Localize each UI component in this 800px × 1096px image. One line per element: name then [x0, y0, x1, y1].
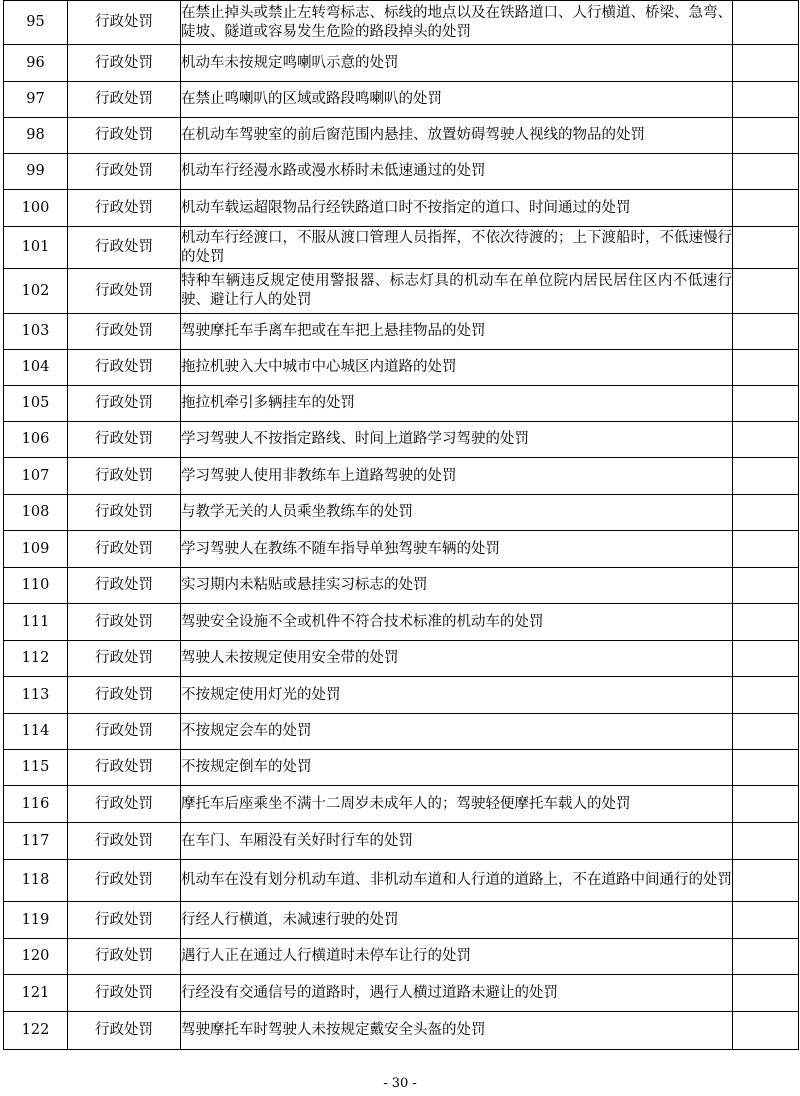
remarks-cell	[733, 939, 799, 975]
row-number-cell: 107	[4, 458, 68, 495]
table-row	[4, 714, 799, 750]
penalty-description-cell: 驾驶安全设施不全或机件不符合技术标准的机动车的处罚	[181, 604, 733, 641]
table-row	[4, 386, 799, 422]
table-row	[4, 314, 799, 350]
row-number-cell: 106	[4, 422, 68, 458]
penalty-description-cell: 拖拉机驶入大中城市中心城区内道路的处罚	[181, 350, 733, 386]
penalty-table	[3, 0, 799, 1050]
table-row	[4, 939, 799, 975]
penalty-type-cell: 行政处罚	[68, 860, 181, 902]
penalty-type-cell: 行政处罚	[68, 495, 181, 531]
penalty-description-cell: 拖拉机牵引多辆挂车的处罚	[181, 386, 733, 422]
table-row	[4, 1, 799, 45]
penalty-type-cell: 行政处罚	[68, 422, 181, 458]
remarks-cell	[733, 269, 799, 314]
penalty-description-cell: 机动车未按规定鸣喇叭示意的处罚	[181, 45, 733, 82]
penalty-type-cell: 行政处罚	[68, 604, 181, 641]
row-number-cell: 104	[4, 350, 68, 386]
table-row	[4, 531, 799, 568]
table-row	[4, 458, 799, 495]
table-row	[4, 227, 799, 269]
penalty-type-cell: 行政处罚	[68, 641, 181, 677]
table-row	[4, 190, 799, 227]
penalty-type-cell: 行政处罚	[68, 902, 181, 939]
penalty-type-cell: 行政处罚	[68, 975, 181, 1012]
row-number-cell: 108	[4, 495, 68, 531]
penalty-description-cell: 摩托车后座乘坐不满十二周岁未成年人的；驾驶轻便摩托车载人的处罚	[181, 786, 733, 823]
row-number-cell: 100	[4, 190, 68, 227]
penalty-description-cell: 机动车行经漫水路或漫水桥时未低速通过的处罚	[181, 154, 733, 190]
penalty-type-cell: 行政处罚	[68, 154, 181, 190]
remarks-cell	[733, 82, 799, 118]
table-row	[4, 422, 799, 458]
table-row	[4, 786, 799, 823]
penalty-type-cell: 行政处罚	[68, 568, 181, 604]
row-number-cell: 99	[4, 154, 68, 190]
remarks-cell	[733, 350, 799, 386]
row-number-cell: 95	[4, 1, 68, 45]
penalty-description-cell: 在机动车驾驶室的前后窗范围内悬挂、放置妨碍驾驶人视线的物品的处罚	[181, 118, 733, 154]
table-row	[4, 902, 799, 939]
penalty-description-cell: 学习驾驶人在教练不随车指导单独驾驶车辆的处罚	[181, 531, 733, 568]
row-number-cell: 101	[4, 227, 68, 269]
penalty-description-cell: 学习驾驶人使用非教练车上道路驾驶的处罚	[181, 458, 733, 495]
penalty-type-cell: 行政处罚	[68, 269, 181, 314]
row-number-cell: 97	[4, 82, 68, 118]
penalty-type-cell: 行政处罚	[68, 677, 181, 714]
penalty-description-cell: 不按规定倒车的处罚	[181, 750, 733, 786]
table-row	[4, 45, 799, 82]
row-number-cell: 110	[4, 568, 68, 604]
remarks-cell	[733, 227, 799, 269]
penalty-type-cell: 行政处罚	[68, 1012, 181, 1050]
remarks-cell	[733, 531, 799, 568]
table-row	[4, 495, 799, 531]
remarks-cell	[733, 823, 799, 860]
penalty-description-cell: 驾驶人未按规定使用安全带的处罚	[181, 641, 733, 677]
remarks-cell	[733, 45, 799, 82]
row-number-cell: 103	[4, 314, 68, 350]
row-number-cell: 112	[4, 641, 68, 677]
penalty-type-cell: 行政处罚	[68, 458, 181, 495]
remarks-cell	[733, 714, 799, 750]
penalty-type-cell: 行政处罚	[68, 82, 181, 118]
penalty-type-cell: 行政处罚	[68, 714, 181, 750]
penalty-description-cell: 实习期内未粘贴或悬挂实习标志的处罚	[181, 568, 733, 604]
remarks-cell	[733, 604, 799, 641]
penalty-type-cell: 行政处罚	[68, 750, 181, 786]
remarks-cell	[733, 190, 799, 227]
penalty-type-cell: 行政处罚	[68, 786, 181, 823]
penalty-description-cell: 机动车行经渡口，不服从渡口管理人员指挥，不依次待渡的；上下渡船时，不低速慢行的处罚	[181, 227, 733, 269]
row-number-cell: 113	[4, 677, 68, 714]
row-number-cell: 96	[4, 45, 68, 82]
row-number-cell: 105	[4, 386, 68, 422]
penalty-type-cell: 行政处罚	[68, 227, 181, 269]
penalty-type-cell: 行政处罚	[68, 45, 181, 82]
remarks-cell	[733, 495, 799, 531]
remarks-cell	[733, 750, 799, 786]
row-number-cell: 109	[4, 531, 68, 568]
penalty-description-cell: 特种车辆违反规定使用警报器、标志灯具的机动车在单位院内居民居住区内不低速行驶、避让行人的处罚	[181, 269, 733, 314]
row-number-cell: 114	[4, 714, 68, 750]
penalty-type-cell: 行政处罚	[68, 350, 181, 386]
penalty-description-cell: 在禁止掉头或禁止左转弯标志、标线的地点以及在铁路道口、人行横道、桥梁、急弯、陡坡、隧道或容易发生危险的路段掉头的处罚	[181, 1, 733, 45]
table-row	[4, 118, 799, 154]
remarks-cell	[733, 118, 799, 154]
penalty-description-cell: 与教学无关的人员乘坐教练车的处罚	[181, 495, 733, 531]
remarks-cell	[733, 458, 799, 495]
row-number-cell: 122	[4, 1012, 68, 1050]
penalty-description-cell: 行经没有交通信号的道路时，遇行人横过道路未避让的处罚	[181, 975, 733, 1012]
table-row	[4, 823, 799, 860]
penalty-type-cell: 行政处罚	[68, 190, 181, 227]
page-number: - 30 -	[383, 1076, 417, 1091]
row-number-cell: 119	[4, 902, 68, 939]
penalty-description-cell: 遇行人正在通过人行横道时未停车让行的处罚	[181, 939, 733, 975]
penalty-table-body	[4, 1, 799, 1050]
penalty-type-cell: 行政处罚	[68, 386, 181, 422]
remarks-cell	[733, 422, 799, 458]
row-number-cell: 111	[4, 604, 68, 641]
penalty-description-cell: 在车门、车厢没有关好时行车的处罚	[181, 823, 733, 860]
penalty-description-cell: 学习驾驶人不按指定路线、时间上道路学习驾驶的处罚	[181, 422, 733, 458]
table-row	[4, 154, 799, 190]
remarks-cell	[733, 1012, 799, 1050]
table-row	[4, 350, 799, 386]
table-row	[4, 269, 799, 314]
penalty-type-cell: 行政处罚	[68, 118, 181, 154]
table-row	[4, 860, 799, 902]
remarks-cell	[733, 1, 799, 45]
row-number-cell: 121	[4, 975, 68, 1012]
penalty-description-cell: 驾驶摩托车时驾驶人未按规定戴安全头盔的处罚	[181, 1012, 733, 1050]
remarks-cell	[733, 568, 799, 604]
remarks-cell	[733, 154, 799, 190]
row-number-cell: 120	[4, 939, 68, 975]
penalty-description-cell: 行经人行横道，未减速行驶的处罚	[181, 902, 733, 939]
remarks-cell	[733, 975, 799, 1012]
remarks-cell	[733, 314, 799, 350]
table-row	[4, 677, 799, 714]
penalty-type-cell: 行政处罚	[68, 531, 181, 568]
table-row	[4, 975, 799, 1012]
remarks-cell	[733, 902, 799, 939]
table-row	[4, 1012, 799, 1050]
row-number-cell: 115	[4, 750, 68, 786]
penalty-description-cell: 在禁止鸣喇叭的区域或路段鸣喇叭的处罚	[181, 82, 733, 118]
remarks-cell	[733, 860, 799, 902]
remarks-cell	[733, 641, 799, 677]
penalty-type-cell: 行政处罚	[68, 939, 181, 975]
penalty-type-cell: 行政处罚	[68, 1, 181, 45]
row-number-cell: 118	[4, 860, 68, 902]
row-number-cell: 98	[4, 118, 68, 154]
table-row	[4, 568, 799, 604]
penalty-description-cell: 不按规定使用灯光的处罚	[181, 677, 733, 714]
penalty-type-cell: 行政处罚	[68, 823, 181, 860]
penalty-description-cell: 不按规定会车的处罚	[181, 714, 733, 750]
row-number-cell: 116	[4, 786, 68, 823]
table-row	[4, 750, 799, 786]
table-row	[4, 82, 799, 118]
remarks-cell	[733, 677, 799, 714]
penalty-description-cell: 机动车载运超限物品行经铁路道口时不按指定的道口、时间通过的处罚	[181, 190, 733, 227]
remarks-cell	[733, 386, 799, 422]
penalty-description-cell: 机动车在没有划分机动车道、非机动车道和人行道的道路上，不在道路中间通行的处罚	[181, 860, 733, 902]
row-number-cell: 102	[4, 269, 68, 314]
row-number-cell: 117	[4, 823, 68, 860]
penalty-description-cell: 驾驶摩托车手离车把或在车把上悬挂物品的处罚	[181, 314, 733, 350]
penalty-type-cell: 行政处罚	[68, 314, 181, 350]
remarks-cell	[733, 786, 799, 823]
table-row	[4, 641, 799, 677]
table-row	[4, 604, 799, 641]
